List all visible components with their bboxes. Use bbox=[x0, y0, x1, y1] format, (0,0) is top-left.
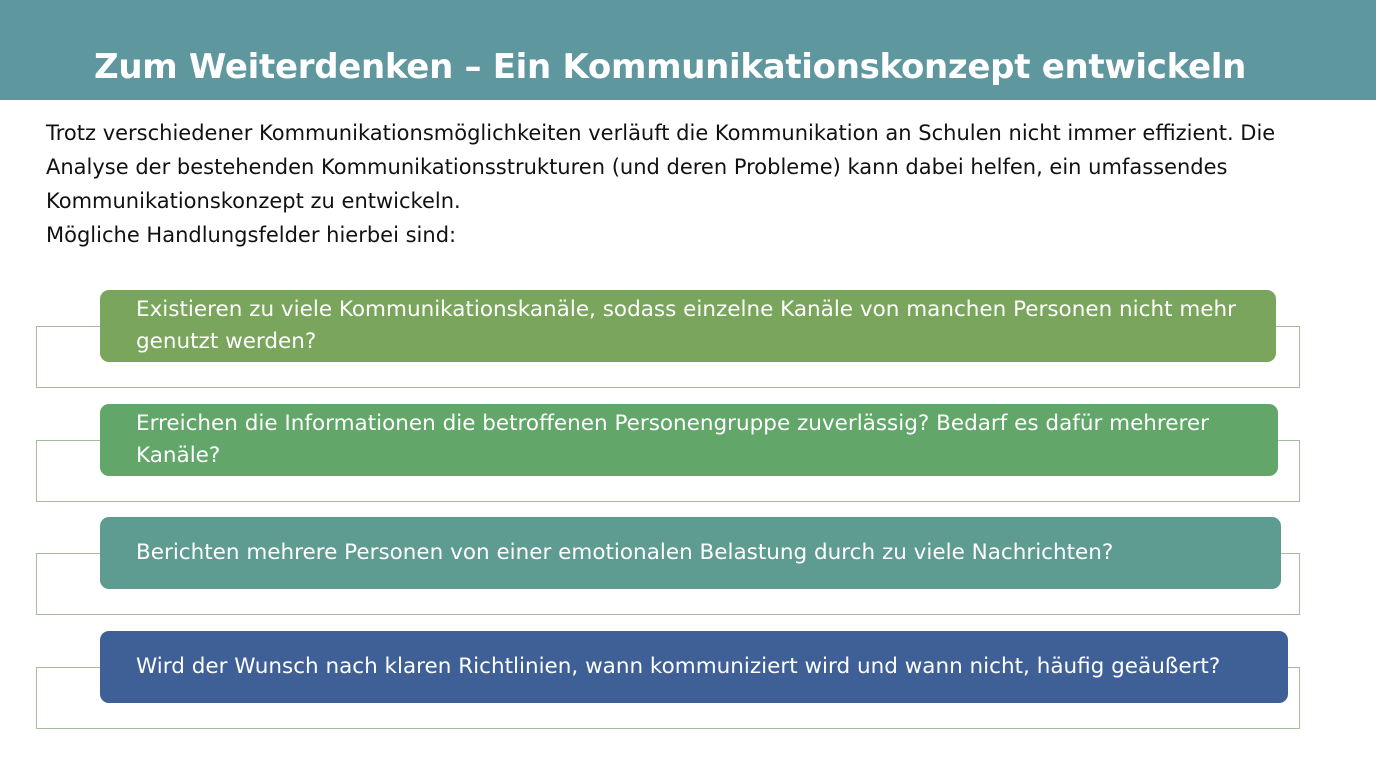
action-field-text: Wird der Wunsch nach klaren Richtlinien, wann kommuniziert wird und wann nicht, häufig geäußert? bbox=[136, 654, 1221, 679]
lead-line: Mögliche Handlungsfelder hierbei sind: bbox=[46, 223, 457, 247]
action-field-text: Erreichen die Informationen die betroffenen Personengruppe zuverlässig? Bedarf es dafür mehrerer Kanäle? bbox=[136, 411, 1209, 468]
action-field-item bbox=[100, 517, 1281, 589]
action-field-item bbox=[100, 631, 1288, 703]
action-field-text: Berichten mehrere Personen von einer emotionalen Belastung durch zu viele Nachrichten? bbox=[136, 540, 1114, 565]
slide-title: Zum Weiterdenken – Ein Kommunikationskonzept entwickeln bbox=[94, 47, 1247, 87]
action-field-text: Existieren zu viele Kommunikationskanäle, sodass einzelne Kanäle von manchen Personen nicht mehr genutzt werden? bbox=[136, 297, 1236, 354]
intro-text bbox=[46, 116, 1346, 252]
action-field-item bbox=[100, 290, 1276, 362]
action-field-item bbox=[100, 404, 1278, 476]
intro-paragraph: Trotz verschiedener Kommunikationsmöglichkeiten verläuft die Kommunikation an Schulen nicht immer effizient. Die Analyse der bestehenden Kommunikationsstrukturen (und deren Probleme) kann dabei helfen, ein umfassendes Kommunikationskonzept zu entwickeln. bbox=[46, 121, 1276, 213]
